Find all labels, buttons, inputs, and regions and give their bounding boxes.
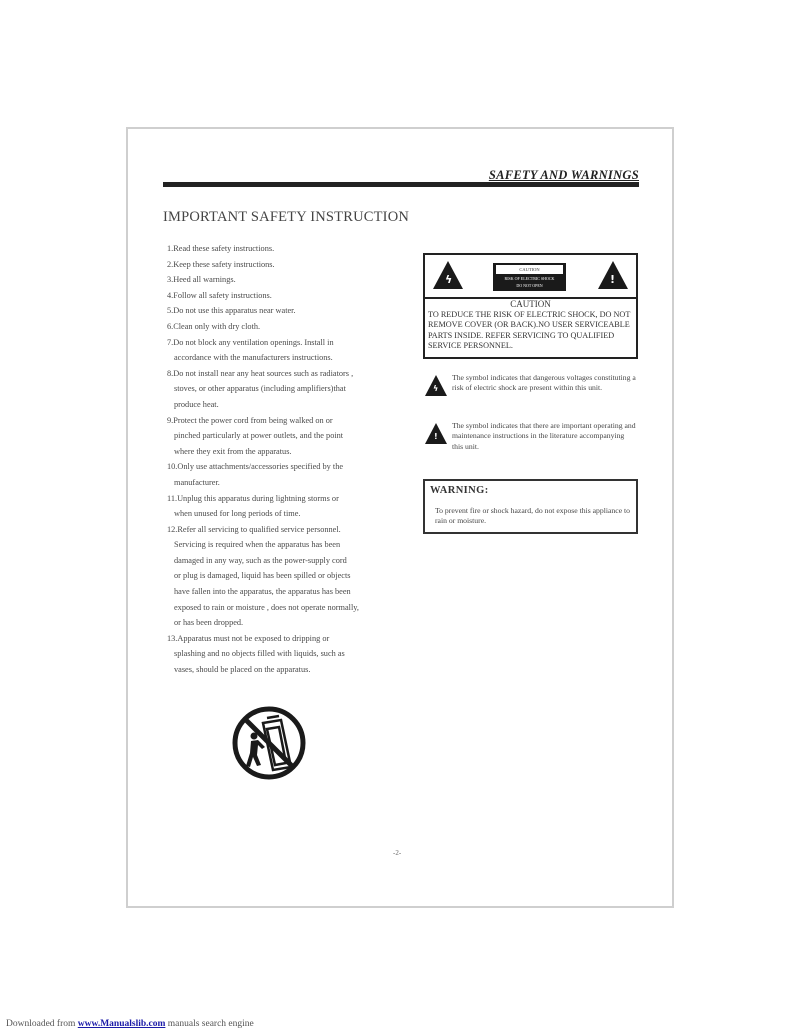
instruction-item xyxy=(167,631,407,678)
lightning-glyph: ϟ xyxy=(445,273,453,286)
instruction-line: 5.Do not use this apparatus near water. xyxy=(167,306,296,316)
instruction-continuation: or has been dropped. xyxy=(174,618,244,628)
instruction-line: 1.Read these safety instructions. xyxy=(167,244,275,253)
instruction-continuation: where they exit from the apparatus. xyxy=(174,446,292,456)
footer-suffix: manuals search engine xyxy=(165,1019,254,1029)
instruction-line: 7.Do not block any ventilation openings. Install in xyxy=(167,337,334,347)
instruction-item xyxy=(167,257,407,273)
caution-text: TO REDUCE THE RISK OF ELECTRIC SHOCK, DO NOT REMOVE COVER (OR BACK).NO USER SERVICEABLE PARTS INSIDE. REFER SERVICING TO QUALIFIED SERVICE PERSONNEL. xyxy=(428,310,631,351)
caution-label-top: CAUTION xyxy=(496,265,563,274)
instruction-item xyxy=(167,319,407,335)
warning-title: WARNING: xyxy=(430,485,489,496)
instruction-continuation: pinched particularly at power outlets, and the point xyxy=(174,431,344,441)
instruction-line: 11.Unplug this apparatus during lightning storms or xyxy=(167,493,339,503)
exclamation-glyph: ! xyxy=(609,273,615,286)
instruction-continuation: produce heat. xyxy=(174,399,219,409)
warning-box xyxy=(423,479,638,534)
lightning-glyph: ϟ xyxy=(433,384,439,393)
instruction-line: 10.Only use attachments/accessories specified by the xyxy=(167,462,344,472)
instruction-item xyxy=(167,241,407,257)
instruction-line: 12.Refer all servicing to qualified service personnel. xyxy=(167,524,341,534)
section-header xyxy=(163,168,639,188)
instruction-item xyxy=(167,288,407,304)
instruction-line: 3.Heed all warnings. xyxy=(167,275,236,285)
header-rule xyxy=(163,182,639,187)
instruction-line: 4.Follow all safety instructions. xyxy=(167,290,272,300)
manualslib-link[interactable]: www.Manualslib.com xyxy=(77,1019,166,1029)
instruction-item xyxy=(167,522,407,631)
instruction-continuation: exposed to rain or moisture , does not operate normally, xyxy=(174,602,359,612)
caution-symbols-row xyxy=(425,255,636,299)
symbol-explanation-exclamation xyxy=(423,421,643,455)
instruction-item xyxy=(167,303,407,319)
instruction-line: 13.Apparatus must not be exposed to dripping or xyxy=(167,633,330,643)
instruction-line: 8.Do not install near any heat sources such as radiators , xyxy=(167,368,354,378)
footer-prefix: Downloaded from xyxy=(6,1019,78,1029)
instruction-item xyxy=(167,459,407,490)
safety-instructions-list xyxy=(167,241,407,678)
instruction-line: 9.Protect the power cord from being walked on or xyxy=(167,415,333,425)
section-title: SAFETY AND WARNINGS xyxy=(488,168,639,182)
instruction-item xyxy=(167,491,407,522)
instruction-continuation: vases, should be placed on the apparatus. xyxy=(174,665,311,675)
symbol-explanation-lightning xyxy=(423,373,643,407)
instruction-continuation: manufacturer. xyxy=(174,477,220,487)
instruction-continuation: damaged in any way, such as the power-supply cord xyxy=(174,555,347,565)
instruction-continuation: stoves, or other apparatus (including amplifiers)that xyxy=(174,384,346,394)
page-title: IMPORTANT SAFETY INSTRUCTION xyxy=(163,209,410,225)
instruction-line: 2.Keep these safety instructions. xyxy=(167,259,275,269)
instruction-continuation: Servicing is required when the apparatus has been xyxy=(174,540,341,550)
instruction-continuation: or plug is damaged, liquid has been spilled or objects xyxy=(174,571,351,581)
instruction-item xyxy=(167,335,407,366)
caution-heading: CAUTION xyxy=(510,299,551,309)
caution-label-line-1: RISK OF ELECTRIC SHOCK xyxy=(504,276,555,281)
symbol-description: The symbol indicates that dangerous voltages constituting a risk of electric shock are present within this unit. xyxy=(452,373,636,393)
instruction-item xyxy=(167,366,407,413)
caution-box xyxy=(423,253,638,359)
warning-text: To prevent fire or shock hazard, do not expose this appliance to rain or moisture. xyxy=(435,506,631,525)
no-tipping-cart-icon xyxy=(229,703,309,783)
download-footer xyxy=(6,1019,254,1029)
caution-label xyxy=(493,263,566,291)
instruction-continuation: splashing and no objects filled with liquids, such as xyxy=(174,649,345,659)
page-number: -2- xyxy=(393,849,402,857)
instruction-continuation: when unused for long periods of time. xyxy=(174,509,301,519)
caution-label-bottom xyxy=(493,275,566,289)
caution-label-line-2: DO NOT OPEN xyxy=(516,283,543,288)
exclamation-glyph: ! xyxy=(434,432,438,441)
instruction-line: 6.Clean only with dry cloth. xyxy=(167,321,261,331)
instruction-continuation: accordance with the manufacturers instructions. xyxy=(174,353,333,363)
instruction-continuation: have fallen into the apparatus, the apparatus has been xyxy=(174,587,351,597)
instruction-item xyxy=(167,413,407,460)
instruction-item xyxy=(167,272,407,288)
symbol-description: The symbol indicates that there are important operating and maintenance instructions in the literature accompanying this unit. xyxy=(452,421,636,451)
